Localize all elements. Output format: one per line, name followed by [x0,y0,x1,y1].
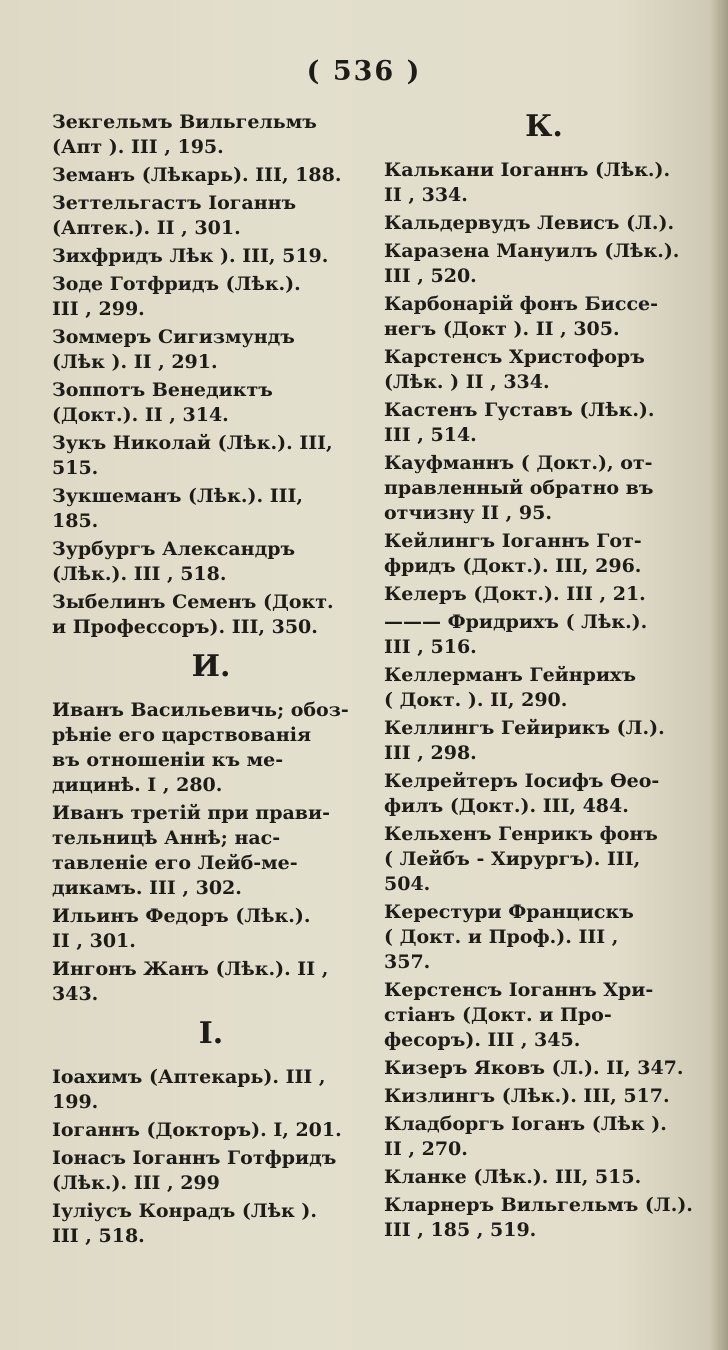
index-entry-line: III , 520. [384,265,477,287]
index-entry-line: Керестури Францискъ [384,901,634,923]
section-heading-ii: I. [198,1016,224,1051]
index-entry-line: Земанъ (Лѣкарь). III, 188. [52,164,342,186]
index-entry [384,345,704,395]
index-entry-line: ( Докт. и Проф.). III , [384,926,619,948]
index-entry-line: Іоганнъ (Докторъ). I, 201. [52,1119,342,1141]
index-entry-line: фридъ (Докт.). III, 296. [384,555,642,577]
index-entry-line: Кейлингъ Іоганнъ Гот- [384,530,642,552]
index-entry [384,451,704,526]
index-entry-line: тельницѣ Аннѣ; нас- [52,827,281,849]
index-entry-line: Кланке (Лѣк.). III, 515. [384,1166,642,1188]
index-entry-line: Кастенъ Густавъ (Лѣк.). [384,399,655,421]
index-entry [52,1065,370,1115]
index-entry [384,769,704,819]
index-entry-line: тавленіе его Лейб-ме- [52,852,298,874]
index-entry [52,537,370,587]
entries-i [52,698,370,1007]
index-entry-line: Каразена Мануилъ (Лѣк.). [384,240,680,262]
index-entry-line: Зоде Готфридъ (Лѣк.). [52,273,301,295]
index-entry [384,1165,704,1190]
index-entry [52,110,370,160]
index-entry-line: Зыбелинъ Семенъ (Докт. [52,591,334,613]
index-entry-line: Ингонъ Жанъ (Лѣк.). II , [52,958,329,980]
entries-ii [52,1065,370,1249]
index-entry [384,398,704,448]
page-number: ( 536 ) [306,56,422,87]
index-entry-line: Зурбургъ Александръ [52,538,296,560]
index-entry-line: II , 301. [52,930,136,952]
index-entry-line: Кельхенъ Генрикъ фонъ [384,823,658,845]
index-entry-line: 343. [52,983,99,1005]
index-entry-line: (Лѣк.). III , 518. [52,563,227,585]
index-entry [52,484,370,534]
index-entry-line: ( Докт. ). II, 290. [384,689,568,711]
index-entry [384,158,704,208]
index-entry-line: Кладборгъ Іоганъ (Лѣк ). [384,1113,667,1135]
index-entry-line: (Лѣк.). III , 299 [52,1172,220,1194]
index-entry-line: Іоахимъ (Аптекарь). III , [52,1066,326,1088]
index-entry-line: (Лѣк. ) II , 334. [384,371,550,393]
index-entry [384,978,704,1053]
index-entry [52,244,370,269]
index-entry-line: Зоммеръ Сигизмундъ [52,326,295,348]
index-entry-line: III , 299. [52,298,145,320]
index-entry-line: Келрейтеръ Іосифъ Ѳео- [384,770,660,792]
index-entry [52,163,370,188]
index-entry-line: III , 516. [384,636,477,658]
index-entry-line: дицинѣ. I , 280. [52,774,223,796]
index-entry-line: 515. [52,457,99,479]
index-entry [384,582,704,607]
index-entry-line: Карстенсъ Христофоръ [384,346,645,368]
index-entry [384,716,704,766]
index-entry-line: стіанъ (Докт. и Про- [384,1004,612,1026]
index-entry-line: II , 270. [384,1138,468,1160]
index-entry-line: Кизеръ Яковъ (Л.). II, 347. [384,1057,684,1079]
index-entry [52,431,370,481]
index-entry-line: филъ (Докт.). III, 484. [384,795,629,817]
index-entry [384,211,704,236]
section-heading-i: И. [191,649,231,684]
index-entry-line: негъ (Докт ). II , 305. [384,318,620,340]
index-entry [52,957,370,1007]
section-heading-k: К. [525,109,563,144]
entries-z [52,110,370,640]
index-entry-line: въ отношеніи къ ме- [52,749,284,771]
index-entry-line: Келлерманъ Гейнрихъ [384,664,636,686]
index-entry-line: Зоппотъ Венедиктъ [52,379,273,401]
index-entry-line: III , 514. [384,424,477,446]
index-entry [52,1118,370,1143]
entries-k [384,158,704,1243]
index-entry-line: дикамъ. III , 302. [52,877,242,899]
index-entry [52,191,370,241]
index-entry [52,1146,370,1196]
index-entry-line: (Докт.). II , 314. [52,404,229,426]
index-entry-line: Зукшеманъ (Лѣк.). III, [52,485,303,507]
index-entry-line: Кизлингъ (Лѣк.). III, 517. [384,1085,670,1107]
index-entry-line: правленный обратно въ [384,477,654,499]
index-entry [384,1112,704,1162]
index-entry-line: 504. [384,873,431,895]
index-entry [52,272,370,322]
index-entry-line: 185. [52,510,99,532]
index-entry-line: Зукъ Николай (Лѣк.). III, [52,432,333,454]
index-entry-line: ——— Фридрихъ ( Лѣк.). [384,611,648,633]
index-entry [52,698,370,798]
page-edge-shadow [710,0,728,1350]
index-entry [384,292,704,342]
index-entry-line: Керстенсъ Іоганнъ Хри- [384,979,654,1001]
index-entry [384,610,704,660]
index-entry-line: Зеттельгастъ Іоганнъ [52,192,297,214]
index-entry-line: Келеръ (Докт.). III , 21. [384,583,646,605]
index-entry [384,663,704,713]
index-entry-line: Ильинъ Федоръ (Лѣк.). [52,905,311,927]
index-entry [52,325,370,375]
index-entry [384,239,704,289]
index-entry [384,822,704,897]
index-entry-line: Карбонарій фонъ Биссе- [384,293,658,315]
index-entry-line: фесоръ). III , 345. [384,1029,581,1051]
index-entry-line: Иванъ третій при прави- [52,802,330,824]
index-entry [384,1193,704,1243]
index-entry-line: (Лѣк ). II , 291. [52,351,218,373]
index-entry [384,1056,704,1081]
index-entry-line: Калькани Іоганнъ (Лѣк.). [384,159,671,181]
index-entry [52,590,370,640]
index-column-left [52,110,370,1252]
index-entry-line: III , 185 , 519. [384,1219,537,1241]
index-entry-line: Іонасъ Іоганнъ Готфридъ [52,1147,337,1169]
index-entry-line: 199. [52,1091,99,1113]
index-entry-line: Кларнеръ Вильгельмъ (Л.). [384,1194,693,1216]
index-entry [384,900,704,975]
index-entry-line: Кальдервудъ Левисъ (Л.). [384,212,675,234]
index-column-right [384,110,704,1246]
index-entry-line: Келлингъ Гейирикъ (Л.). [384,717,665,739]
index-entry-line: Зихфридъ Лѣк ). III, 519. [52,245,329,267]
index-entry-line: отчизну II , 95. [384,502,552,524]
index-entry-line: (Аптек.). II , 301. [52,217,241,239]
index-entry-line: III , 518. [52,1225,145,1247]
index-entry-line: Іулiусъ Конрадъ (Лѣк ). [52,1200,317,1222]
index-entry [384,1084,704,1109]
index-entry [52,904,370,954]
index-entry [384,529,704,579]
index-entry-line: III , 298. [384,742,477,764]
index-entry-line: II , 334. [384,184,468,206]
index-entry [52,378,370,428]
index-entry-line: ( Лейбъ - Хирургъ). III, [384,848,641,870]
index-entry-line: Зекгельмъ Вильгельмъ [52,111,317,133]
index-entry-line: и Профессоръ). III, 350. [52,616,318,638]
index-entry-line: 357. [384,951,431,973]
index-entry-line: (Апт ). III , 195. [52,136,224,158]
index-entry [52,1199,370,1249]
index-entry [52,801,370,901]
index-entry-line: Иванъ Васильевичь; обоз- [52,699,349,721]
index-entry-line: Кауфманнъ ( Докт.), от- [384,452,653,474]
index-entry-line: рѣніе его царствованія [52,724,312,746]
